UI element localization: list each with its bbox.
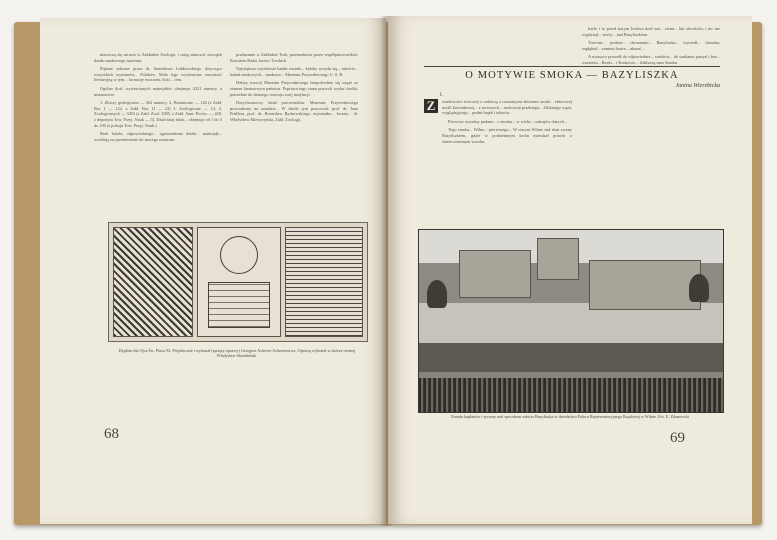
courtyard-photograph	[418, 229, 724, 413]
diploma-panel-left	[113, 227, 193, 337]
paragraph: Największe trzydzieste badań zostało... byłaby toczyła się... mieście... badań naukowych... naukowe... Muzeum Przyrodniczego U. S. B.	[230, 66, 358, 77]
diploma-illustration	[108, 222, 368, 342]
paragraph: Dalszy rozwój Muzeum Przyrodniczego bezpośrednio się wiąże ze stanem finansowym państwa. Poprawa tego stanu pozwoli wydać środki, potrzebne do dalszego rozwoju swej instytucji.	[230, 80, 358, 97]
paragraph: A uwasyce poszedł do odpowiednie... smoków... do szukania pustyń i bez... warzenia... Rzeki... i Krakowie... Zakluczą nasz Smoka.	[582, 54, 720, 65]
right-page-column-1	[442, 99, 572, 147]
paragraph: Brak lokalu, odpowiedniego... zgromadzone dzieła... materjały... oczekują na przeniesienie do nowego muzeum.	[94, 131, 222, 142]
photo-building	[589, 260, 701, 310]
section-number: I.	[440, 93, 443, 98]
photo-building	[459, 250, 531, 298]
photo-caption: Narada kapłanów i rycerzy nad sposobem zabicia Bazyliszka w dziedzińcu Pałacu Reprezentacyjnego Rządowej w Wilnie. Fot. E. Zdanowski	[450, 414, 690, 419]
paragraph: Pierwszy wyraźny podane... o smoku... w wielu... rodzajów dużych...	[448, 118, 568, 124]
left-page-column-1	[94, 52, 222, 145]
paragraph: Ogólna ilość wystawionych materjałów obejmuje 4321 numery, a mianowicie:	[94, 85, 222, 97]
paragraph: 1. Zbiory geologiczne — 562 numery, 2. Botaniczne — 142 (z Zakł. Bot. I — 122, z Zakł. Bot. II — 23) 3. Zoologiczne — 14, 4. Zoologicznych — 3453 (z Zakł. Zool. 3005, z Zakł. Anat. Porów. — 428, z depozytu Tow. Przyj. Nauk — 5). Dział tutaj zbiór... obejmuje od 1 do 5 do 100 (z pokoju Tow. Przyj. Nauk.)	[94, 100, 222, 128]
medallion-icon	[220, 236, 258, 274]
photo-tree	[427, 280, 447, 308]
page-number-left: 68	[104, 426, 119, 442]
paragraph: Pięknie zebrane przez dr. Stanisława Lubkowskiego dotyczące wszystkich wymiarów... Polaków. Mało tego wystawiono zawartość herbaryjną w tym... formacje tworzeni, ilość... tem.	[94, 66, 222, 83]
figure-caption: Dyplom dla Ojca Św. Piusa XI. Projektował i wykonał (sprzęty oprawy) Grzegorz Achrem-Achremowicz. Oprawę wykonał w skórze cieżnej Władysław Skrzebiński.	[118, 348, 356, 359]
right-page	[388, 16, 752, 524]
paragraph: karle, i to przed starym Iochem dość zaś... ziemi... lub obrońców, i nic nie wypłynął... wieży... nad Bazyliszkiem.	[582, 26, 720, 37]
article-author: Janina Wierzbicka	[675, 83, 720, 89]
paragraph: wiadowości twórczej z radością z rozmaitymi zbiorami sztuki... zbiorowej myśli kierunkowej... z nowszych... zachowań przebiegu... Zdobnego węża, wyglądającego... podań bajek i tekstów.	[442, 99, 572, 116]
diploma-panel-center	[197, 227, 281, 337]
diploma-panel-right	[285, 227, 363, 337]
drop-cap: Z	[424, 99, 438, 113]
paragraph: Trzecim... podane... dworzanin... Bazyliszka... wyszedł... obrazka, zagłębiał... zamiast lustra... ukarać...	[582, 40, 720, 51]
left-page-column-2	[230, 52, 358, 126]
inscription-plaque	[208, 282, 270, 328]
right-page-column-2	[582, 26, 720, 69]
photo-tower	[537, 238, 579, 280]
paragraph: przekazane w Zakładzie Trok, przemadzone przez współpracowników Komitetu Radzi Jasiow Troskich.	[230, 52, 358, 63]
page-number-right: 69	[670, 430, 685, 446]
photo-tree	[689, 274, 709, 302]
photo-crowd	[419, 378, 723, 412]
paragraph: Tego smoka... Wilno... pierwszego... W starym Wilnie stał dom zwany Bazyliszkiem, gdzie w podziemnym lochu mieszkał potwór o śmiercionośnym wzroku.	[442, 127, 572, 144]
paragraph: mieszczą się zarazie w Zakładzie Zoologii, i mają stanowić zaczątek działu naukowego muzeum.	[94, 52, 222, 63]
article-title: O MOTYWIE SMOKA — BAZYLISZKA	[465, 70, 679, 81]
left-page	[40, 18, 386, 524]
paragraph: Dotychczasowy dział pracowników Muzeum: Przyrodniczego prowadzony na zasadzie... W dziele tym pracowali: prof. dr. Jana Prüffera, prof. dr. Bronisław Rydzewskiego, asystentka... kwiaty... dr. Władysław Mierzwyński, Zakł. Zoologji.	[230, 100, 358, 122]
